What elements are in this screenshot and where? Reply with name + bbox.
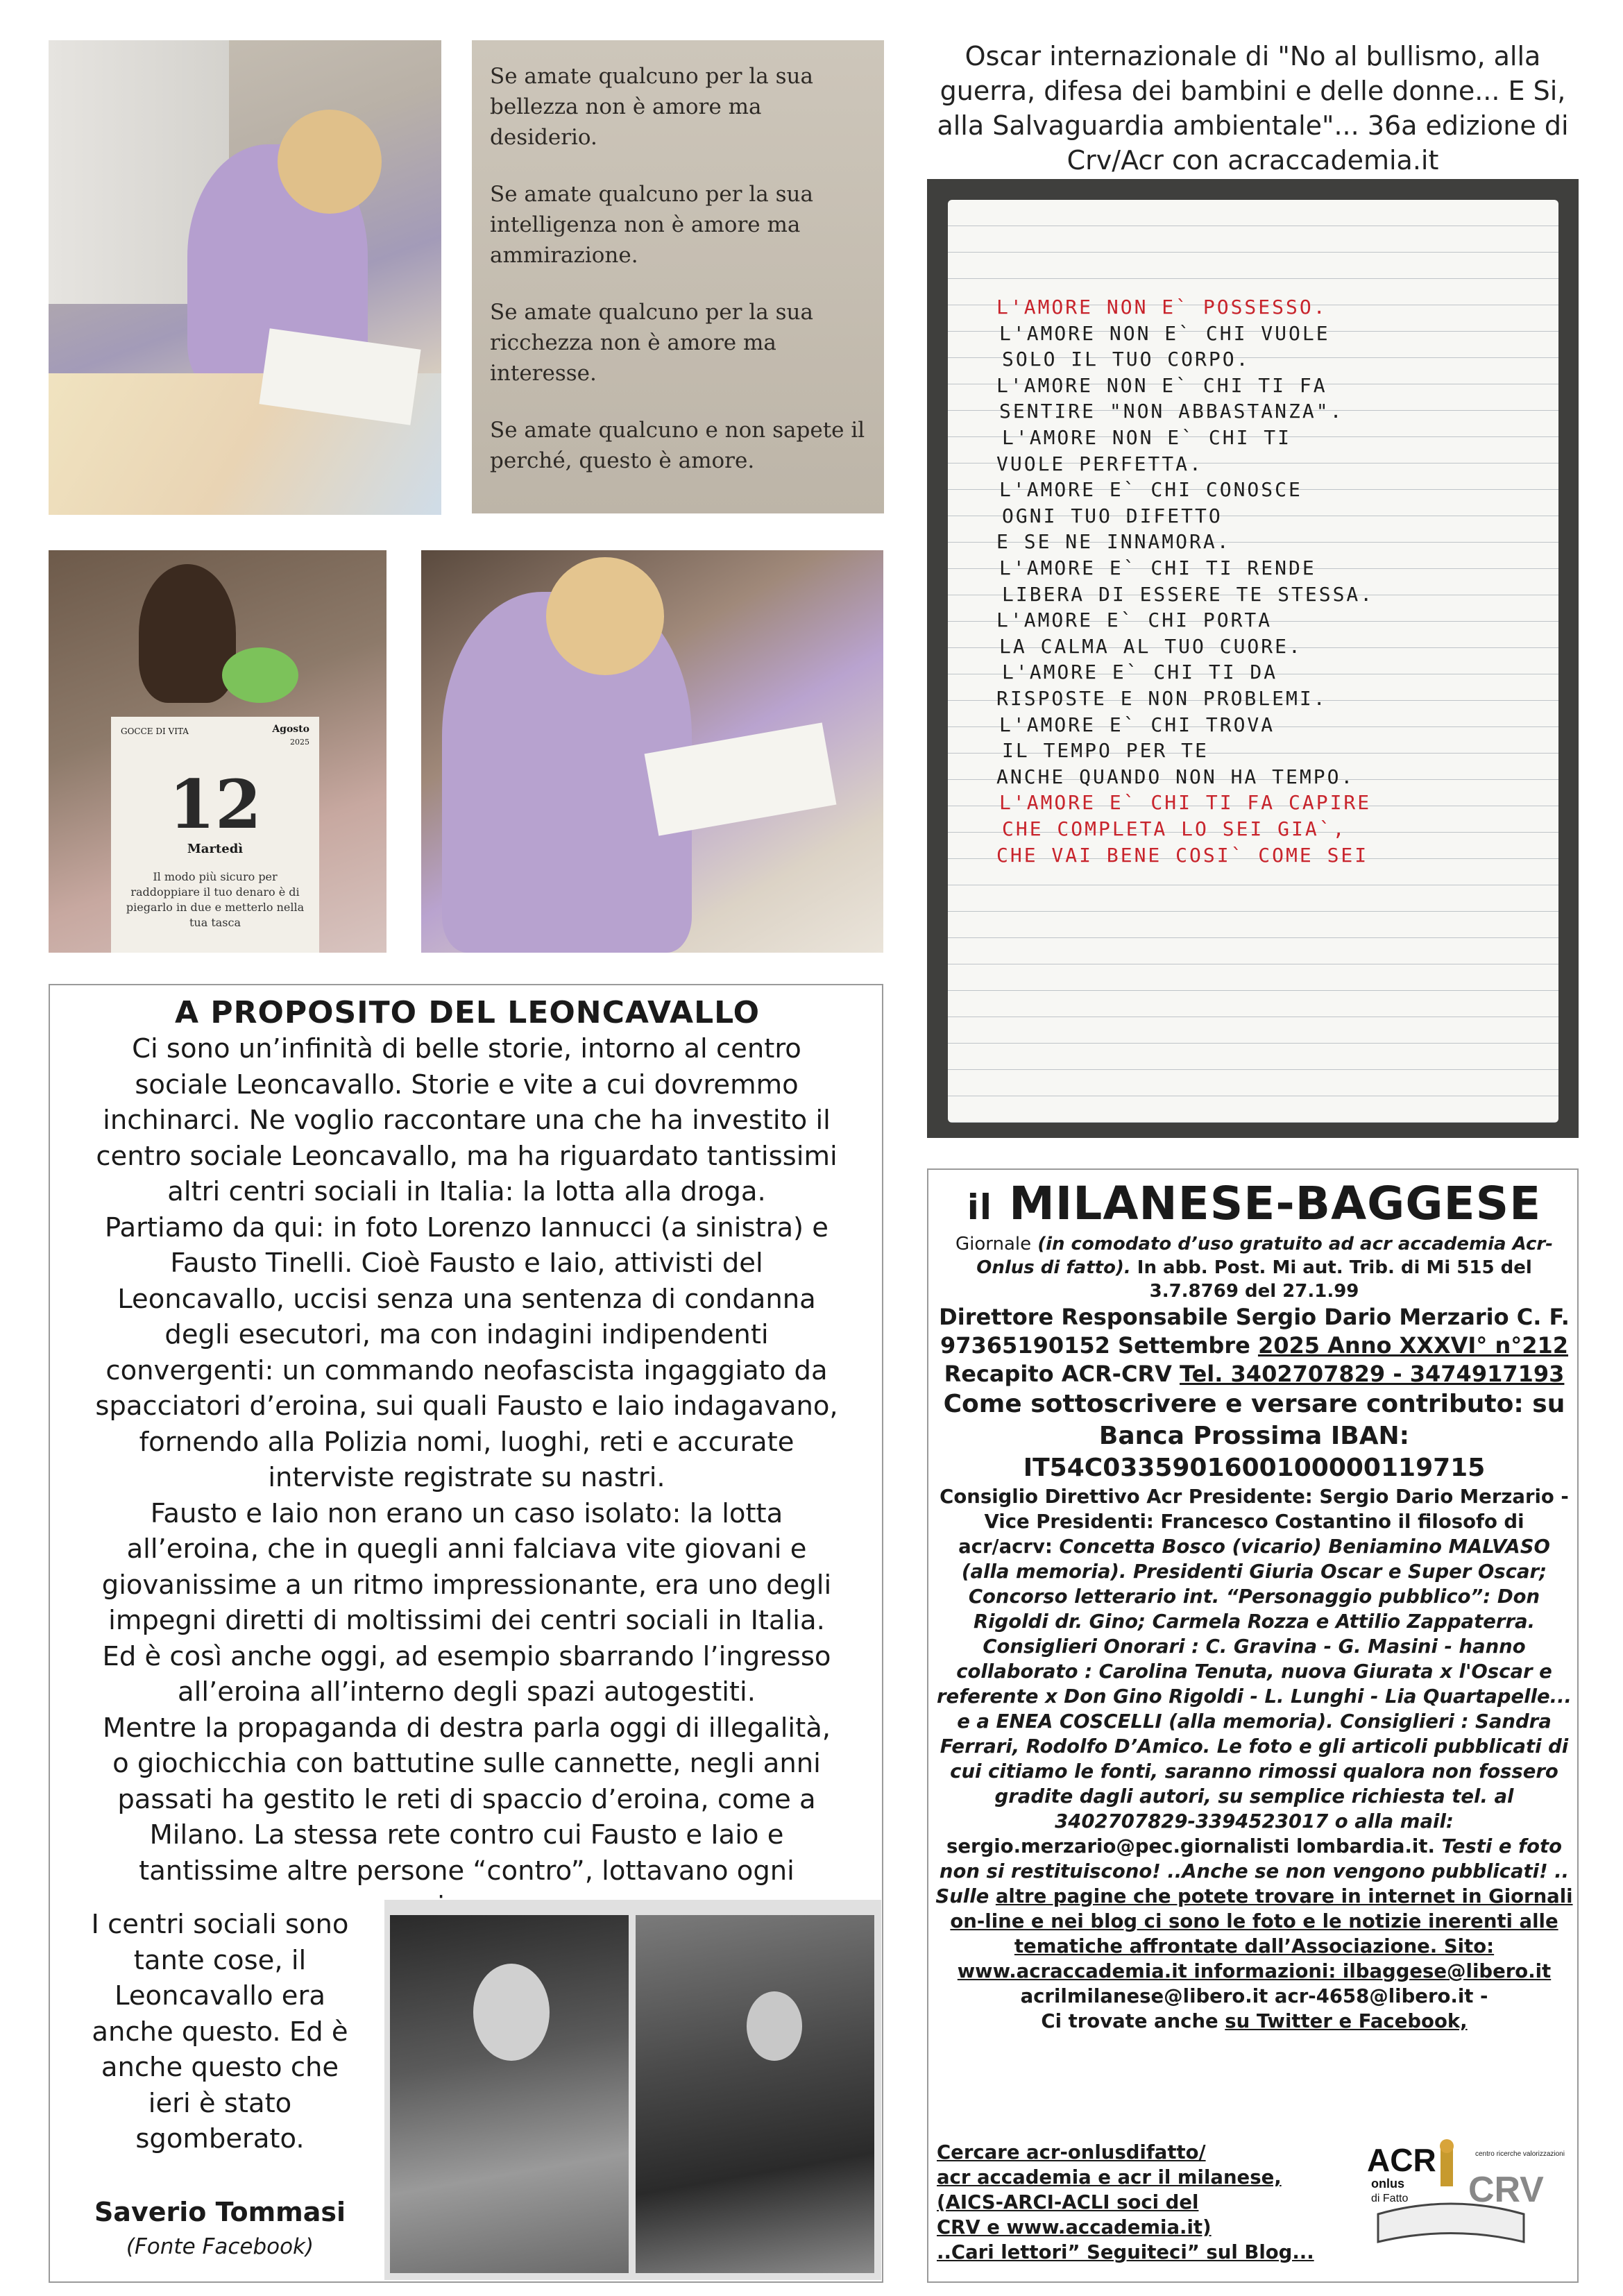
logo-crv: CRV [1468, 2170, 1544, 2210]
masthead-settembre: Settembre [1118, 1332, 1250, 1359]
article-tail-line: Leoncavallo era [114, 1980, 325, 2012]
quote-line: Se amate qualcuno per la sua ricchezza non è amore ma interesse. [490, 300, 813, 386]
notebook-page [948, 200, 1558, 1123]
masthead-left-links [937, 2140, 1353, 2265]
photo-fausto-tinelli [636, 1915, 874, 2273]
article-tail-line: ieri è stato [148, 2087, 292, 2119]
quote-line: Se amate qualcuno per la sua bellezza non è amore ma desiderio. [490, 64, 813, 150]
article-line: Fausto Tinelli. Cioè Fausto e Iaio, attivisti del [170, 1248, 763, 1279]
masthead-twitter[interactable]: su Twitter e Facebook, [1225, 2010, 1468, 2032]
masthead-giornale: Giornale [955, 1234, 1032, 1255]
article-line: all’eroina all’interno degli spazi autogestiti. [178, 1676, 756, 1708]
notebook-line: L'AMORE NON E` POSSESSO. [996, 296, 1327, 318]
masthead-iban: IT54C0335901600100000119715 [1023, 1454, 1486, 1482]
masthead-body [935, 1232, 1573, 2034]
notebook-line: L'AMORE NON E` CHI VUOLE [999, 321, 1330, 345]
notebook-line: CHE COMPLETA LO SEI GIA`, [1002, 817, 1347, 840]
masthead-twitter-pre: Ci trovate anche [1041, 2010, 1218, 2032]
notebook-line: E SE NE INNAMORA. [996, 530, 1231, 554]
masthead-mail[interactable]: sergio.merzario@pec.giornalisti lombardia.it. [946, 1835, 1435, 1857]
calendar-day: 12 [169, 765, 262, 844]
masthead-title [928, 1177, 1580, 1230]
article-tail-line: I centri sociali sono [91, 1909, 349, 1940]
article-line: inchinarci. Ne voglio raccontare una che ha investito il [103, 1105, 831, 1136]
masthead-consiglio: Consiglio Direttivo Acr Presidente: Sergio Dario Merzario - Vice Presidenti: Francesco Costantino il filosofo di acr/acrv: [940, 1486, 1569, 1558]
article-line: degli esecutori, ma con indagini indipendenti [164, 1319, 769, 1350]
photo-fausto-iaio [384, 1900, 881, 2280]
article-author: Saverio Tommasi [94, 2197, 346, 2227]
article-line: Ci sono un’infinità di belle storie, intorno al centro [132, 1033, 801, 1064]
masthead-sottoscrivere: Come sottoscrivere e versare contributo: su Banca Prossima IBAN: [943, 1390, 1565, 1450]
masthead-comodato: (in comodato d’uso gratuito ad acr accademia Acr- Onlus di fatto). [976, 1234, 1553, 1278]
article-body [61, 1031, 872, 1925]
calendar-month: Agosto [272, 724, 309, 735]
masthead-recapito: Recapito ACR-CRV [944, 1361, 1172, 1387]
article-line: passati ha gestito le reti di spaccio d’eroina, come a [117, 1783, 816, 1815]
article-line: all’eroina, che in quegli anni falciava vite giovani e [126, 1533, 807, 1565]
article-line: spacciatori d’eroina, sui quali Fausto e Iaio indagavano, [95, 1391, 838, 1422]
photo-calendar-dog [49, 550, 386, 953]
article-line: Ed è così anche oggi, ad esempio sbarrando l’ingresso [102, 1640, 831, 1672]
calendar-quote: Il modo più sicuro per raddoppiare il tuo denaro è di piegarlo in due e metterlo nella tua tasca [126, 870, 305, 929]
article-line: o giochicchia con battutine sulle cannette, negli anni [112, 1748, 821, 1779]
article-tail-line: sgomberato. [135, 2123, 305, 2154]
logo-centro: centro ricerche valorizzazioni [1475, 2150, 1565, 2158]
calendar-year: 2025 [290, 738, 309, 747]
dog-figure [139, 564, 236, 703]
article-source: (Fonte Facebook) [126, 2234, 314, 2259]
calendar-page [111, 717, 319, 953]
article-title: A PROPOSITO DEL LEONCAVALLO [175, 995, 760, 1030]
article-line: Mentre la propaganda di destra parla oggi di illegalità, [102, 1712, 831, 1744]
calendar-brand: GOCCE DI VITA [121, 726, 189, 736]
article-line: altri centri sociali in Italia: la lotta alla droga. [167, 1176, 766, 1207]
article-tail-line: tante cose, il [133, 1944, 307, 1976]
masthead-left-line[interactable]: acr accademia e acr il milanese, [937, 2166, 1282, 2188]
notebook-line: OGNI TUO DIFETTO [1002, 504, 1223, 527]
article-line: Milano. La stessa rete contro cui Fausto e Iaio e [149, 1819, 784, 1851]
oscar-caption: Oscar internazionale di "No al bullismo, alla guerra, difesa dei bambini e delle donne... E Si, alla Salvaguardia ambientale"... 36a edizione di Crv/Acr con acraccademia.it [937, 41, 1569, 176]
article-line: fornendo alla Polizia nomi, luoghi, reti e accurate [139, 1426, 794, 1458]
calendar-weekday: Martedì [187, 842, 244, 856]
notebook-line: L'AMORE NON E` CHI TI FA [996, 373, 1327, 397]
masthead-bosco: Concetta Bosco (vicario) Beniamino MALVASO (alla memoria). Presidenti Giuria Oscar e Super Oscar; Concorso letterario int. “Personaggio pubblico”: Don Rigoldi dr. Gino; Carmela Rozza e Attilio Zappaterra. Consiglieri Onorari : C. Gravina - G. Masini - hanno collaborato : Carolina Tenuta, nuova Giurata x l'Oscar e referente x Don Gino Rigoldi - L. Lunghi - Lia Quartapelle... e a ENEA COSCELLI (alla memoria). Consiglieri : Sandra Ferrari, Rodolfo D’Amico. Le foto e gli articoli pubblicati di cui citiamo le fonti, saranno rimossi qualora non fossero gradite dagli autori, su semplice richiesta tel. al 3402707829-3394523017 o alla mail: [936, 1536, 1572, 1832]
notebook-line: LIBERA DI ESSERE TE STESSA. [1002, 582, 1375, 606]
notebook-line: L'AMORE E` CHI TROVA [999, 713, 1275, 736]
notebook-line: L'AMORE E` CHI PORTA [996, 609, 1273, 632]
logo-difatto: di Fatto [1371, 2193, 1409, 2204]
article-tail [54, 1907, 386, 2157]
photo-notebook-love-text [927, 179, 1579, 1138]
article-leoncavallo [49, 984, 883, 2283]
masthead-direttore: Direttore Responsabile Sergio Dario Merzario C. F. 97365190152 [939, 1304, 1570, 1359]
article-line: Partiamo da qui: in foto Lorenzo Iannucci (a sinistra) e [105, 1211, 829, 1243]
masthead-tel: Tel. 3402707829 - 3474917193 [1179, 1361, 1565, 1387]
masthead-il: il [967, 1187, 993, 1227]
notebook-line: ANCHE QUANDO NON HA TEMPO. [996, 765, 1355, 788]
masthead-abb: In abb. Post. Mi aut. Trib. di Mi 515 del 3.7.8769 del 27.1.99 [1137, 1257, 1532, 1302]
logo-oscar-head [1440, 2139, 1454, 2153]
photo-woman-reading-kitchen [49, 40, 441, 515]
article-line: interviste registrate su nastri. [268, 1462, 665, 1493]
masthead-testi: Testi e foto non si restituiscono! ..Anche se non vengono pubblicati! .. Sulle [935, 1835, 1570, 1907]
masthead-milanese-baggese [927, 1168, 1579, 2283]
article-line: Leoncavallo, uccisi senza una sentenza di condanna [117, 1283, 816, 1315]
turtle-figure [222, 647, 298, 703]
article-tail-line: anche questo che [101, 2052, 339, 2083]
article-line: tantissime altre persone “contro”, lottavano ogni [139, 1855, 794, 1887]
notebook-line: VUOLE PERFETTA. [996, 452, 1203, 475]
love-quote-image [472, 40, 884, 513]
quote-line: Se amate qualcuno per la sua intelligenza non è amore ma ammirazione. [490, 182, 813, 268]
notebook-line: L'AMORE E` CHI TI RENDE [999, 556, 1316, 579]
masthead-altre[interactable]: altre pagine che potete trovare in internet in Giornali on-line e nei blog ci sono le foto e le notizie inerenti alle tematiche affrontate dall’Associazione. Sito: www.acraccademia.it informazioni: ilbaggese@libero.it [950, 1885, 1573, 1982]
article-line: giovanissime a un ritmo impressionante, era uno degli [101, 1569, 832, 1601]
article-line: centro sociale Leoncavallo, ma ha riguardato tantissimi [96, 1140, 838, 1172]
masthead-left-line[interactable]: CRV e www.accademia.it) [937, 2216, 1212, 2238]
masthead-left-line[interactable]: Cercare acr-onlusdifatto/ [937, 2141, 1206, 2163]
quote-line: Se amate qualcuno e non sapete il perché, questo è amore. [490, 418, 865, 473]
photo-lorenzo-iannucci [390, 1915, 629, 2273]
masthead-left-line[interactable]: (AICS-ARCI-ACLI soci del [937, 2191, 1199, 2213]
notebook-line: L'AMORE E` CHI TI DA [1002, 661, 1278, 684]
article-line: Fausto e Iaio non erano un caso isolato: la lotta [150, 1497, 783, 1529]
masthead-anno: 2025 Anno XXXVI° n°212 [1257, 1332, 1569, 1359]
notebook-line: IL TEMPO PER TE [1002, 739, 1209, 763]
article-line: impegni diretti di moltissimi dei centri sociali in Italia. [108, 1605, 825, 1636]
notebook-line: L'AMORE E` CHI TI FA CAPIRE [999, 791, 1372, 815]
masthead-left-line[interactable]: ..Cari lettori” Seguiteci” sul Blog... [937, 2241, 1314, 2263]
notebook-line: SENTIRE "NON ABBASTANZA". [999, 400, 1344, 423]
logo-onlus: onlus [1371, 2177, 1404, 2191]
acr-crv-logo [1364, 2138, 1565, 2252]
logo-acr: ACR [1367, 2142, 1436, 2178]
article-tail-line: anche questo. Ed è [92, 2016, 348, 2048]
notebook-line: L'AMORE E` CHI CONOSCE [999, 478, 1302, 502]
notebook-line: LA CALMA AL TUO CUORE. [999, 634, 1302, 658]
notebook-line: RISPOSTE E NON PROBLEMI. [996, 687, 1327, 710]
masthead-emails[interactable]: acrilmilanese@libero.it acr-4658@libero.it - [1020, 1985, 1488, 2007]
notebook-line: SOLO IL TUO CORPO. [1002, 348, 1250, 371]
article-line: convergenti: un commando neofascista ingaggiato da [105, 1354, 828, 1386]
notebook-line: L'AMORE NON E` CHI TI [1002, 426, 1292, 449]
photo-woman-reading-table [421, 550, 883, 953]
masthead-name: MILANESE-BAGGESE [1009, 1177, 1542, 1230]
notebook-line: CHE VAI BENE COSI` COME SEI [996, 843, 1369, 867]
article-line: sociale Leoncavallo. Storie e vite a cui dovremmo [135, 1069, 799, 1100]
